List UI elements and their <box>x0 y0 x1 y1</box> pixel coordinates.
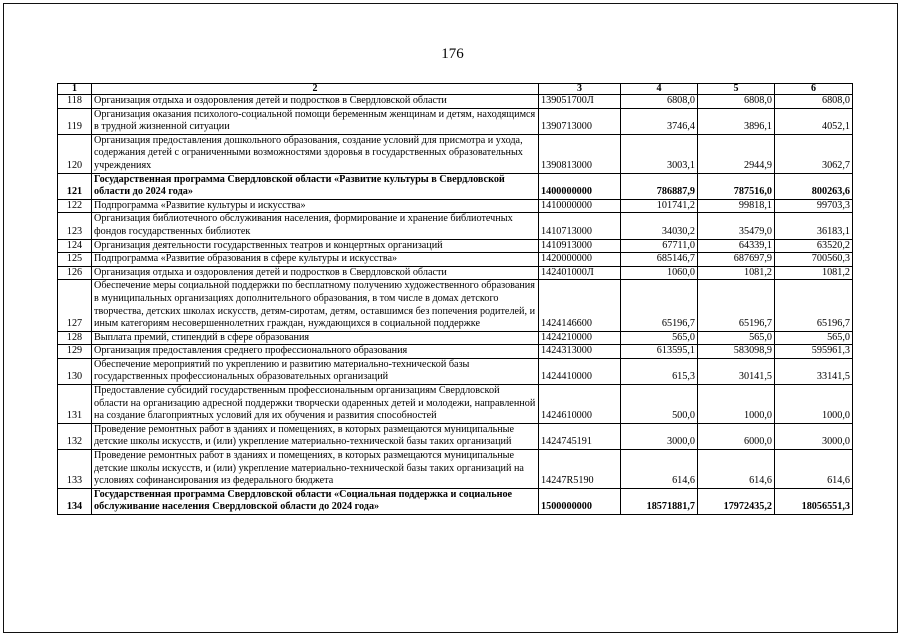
table-row <box>58 239 853 253</box>
row-code: 1424210000 <box>539 331 621 345</box>
table-row <box>58 253 853 267</box>
row-number: 133 <box>58 450 92 489</box>
row-code: 14247R5190 <box>539 450 621 489</box>
row-value-col5: 64339,1 <box>698 239 775 253</box>
row-code: 1500000000 <box>539 488 621 514</box>
row-name: Проведение ремонтных работ в зданиях и помещениях, в которых размещаются муниципальные детские школы искусств, и (или) укрепление материально-технической базы таких организаций на условиях софинансирования из федерального бюджета <box>92 450 539 489</box>
row-number: 132 <box>58 423 92 449</box>
row-value-col4: 786887,9 <box>621 173 698 199</box>
table-row <box>58 450 853 489</box>
table-row <box>58 423 853 449</box>
col-header-2: 2 <box>92 84 539 95</box>
row-number: 120 <box>58 134 92 173</box>
row-name: Подпрограмма «Развитие культуры и искусства» <box>92 199 539 213</box>
row-value-col5: 687697,9 <box>698 253 775 267</box>
row-code: 1420000000 <box>539 253 621 267</box>
row-number: 129 <box>58 345 92 359</box>
table-row <box>58 385 853 424</box>
col-header-3: 3 <box>539 84 621 95</box>
row-name: Организация предоставления дошкольного образования, создание условий для присмотра и ухода, содержания детей с ограниченными возможностями здоровья в государственных образовательных учреждениях <box>92 134 539 173</box>
row-value-col5: 787516,0 <box>698 173 775 199</box>
table-row <box>58 345 853 359</box>
row-number: 126 <box>58 266 92 280</box>
table-row <box>58 280 853 331</box>
row-value-col4: 1060,0 <box>621 266 698 280</box>
table-row <box>58 331 853 345</box>
row-name: Государственная программа Свердловской области «Социальная поддержка и социальное обслуживание населения Свердловской области до 2024 года» <box>92 488 539 514</box>
table-row <box>58 488 853 514</box>
row-value-col4: 67711,0 <box>621 239 698 253</box>
row-name: Обеспечение мероприятий по укреплению и развитию материально-технической базы государственных профессиональных образовательных организаций <box>92 358 539 384</box>
row-number: 124 <box>58 239 92 253</box>
row-value-col6: 18056551,3 <box>775 488 853 514</box>
row-name: Государственная программа Свердловской области «Развитие культуры в Свердловской области до 2024 года» <box>92 173 539 199</box>
row-value-col5: 99818,1 <box>698 199 775 213</box>
row-number: 125 <box>58 253 92 267</box>
row-name: Проведение ремонтных работ в зданиях и помещениях, в которых размещаются муниципальные детские школы искусств, и (или) укрепление материально-технической базы таких организаций <box>92 423 539 449</box>
row-number: 122 <box>58 199 92 213</box>
row-value-col6: 4052,1 <box>775 108 853 134</box>
row-code: 1400000000 <box>539 173 621 199</box>
row-value-col6: 1081,2 <box>775 266 853 280</box>
row-value-col5: 1000,0 <box>698 385 775 424</box>
row-value-col6: 36183,1 <box>775 213 853 239</box>
row-value-col5: 30141,5 <box>698 358 775 384</box>
row-value-col4: 65196,7 <box>621 280 698 331</box>
row-number: 130 <box>58 358 92 384</box>
col-header-6: 6 <box>775 84 853 95</box>
row-code: 1410000000 <box>539 199 621 213</box>
row-number: 131 <box>58 385 92 424</box>
row-name: Организация деятельности государственных театров и концертных организаций <box>92 239 539 253</box>
row-value-col5: 6808,0 <box>698 95 775 109</box>
row-value-col5: 2944,9 <box>698 134 775 173</box>
row-number: 134 <box>58 488 92 514</box>
row-name: Обеспечение меры социальной поддержки по бесплатному получению художественного образования в муниципальных организациях дополнительного образования, в том числе в домах детского творчества, детских школах искусств, детям-сиротам, детям, оставшимся без попечения родителей, и иным категориям несовершеннолетних граждан, нуждающихся в социальной поддержке <box>92 280 539 331</box>
table-body <box>58 95 853 515</box>
row-name: Подпрограмма «Развитие образования в сфере культуры и искусства» <box>92 253 539 267</box>
row-name: Организация отдыха и оздоровления детей и подростков в Свердловской области <box>92 95 539 109</box>
row-code: 1424410000 <box>539 358 621 384</box>
row-code: 1424146600 <box>539 280 621 331</box>
table-row <box>58 358 853 384</box>
row-value-col5: 1081,2 <box>698 266 775 280</box>
row-value-col4: 685146,7 <box>621 253 698 267</box>
row-name: Организация предоставления среднего профессионального образования <box>92 345 539 359</box>
row-value-col4: 613595,1 <box>621 345 698 359</box>
row-value-col4: 500,0 <box>621 385 698 424</box>
row-code: 1424313000 <box>539 345 621 359</box>
table-row <box>58 199 853 213</box>
row-number: 121 <box>58 173 92 199</box>
row-code: 1424745191 <box>539 423 621 449</box>
row-value-col6: 65196,7 <box>775 280 853 331</box>
row-value-col6: 3062,7 <box>775 134 853 173</box>
row-code: 1410713000 <box>539 213 621 239</box>
row-value-col4: 34030,2 <box>621 213 698 239</box>
row-value-col6: 800263,6 <box>775 173 853 199</box>
row-value-col6: 700560,3 <box>775 253 853 267</box>
budget-table <box>57 83 853 515</box>
row-value-col6: 99703,3 <box>775 199 853 213</box>
row-value-col5: 6000,0 <box>698 423 775 449</box>
row-value-col4: 614,6 <box>621 450 698 489</box>
table-row <box>58 108 853 134</box>
table-row <box>58 213 853 239</box>
table-row <box>58 95 853 109</box>
row-code: 1390713000 <box>539 108 621 134</box>
col-header-1: 1 <box>58 84 92 95</box>
row-value-col4: 6808,0 <box>621 95 698 109</box>
row-value-col5: 17972435,2 <box>698 488 775 514</box>
row-name: Организация библиотечного обслуживания населения, формирование и хранение библиотечных фондов государственных библиотек <box>92 213 539 239</box>
row-number: 118 <box>58 95 92 109</box>
row-code: 1410913000 <box>539 239 621 253</box>
row-name: Выплата премий, стипендий в сфере образования <box>92 331 539 345</box>
table-row <box>58 134 853 173</box>
row-value-col5: 614,6 <box>698 450 775 489</box>
row-value-col6: 595961,3 <box>775 345 853 359</box>
row-value-col4: 18571881,7 <box>621 488 698 514</box>
row-value-col6: 63520,2 <box>775 239 853 253</box>
row-value-col4: 615,3 <box>621 358 698 384</box>
col-header-4: 4 <box>621 84 698 95</box>
row-number: 119 <box>58 108 92 134</box>
row-code: 1390813000 <box>539 134 621 173</box>
row-code: 139051700Л <box>539 95 621 109</box>
row-number: 128 <box>58 331 92 345</box>
row-code: 142401000Л <box>539 266 621 280</box>
col-header-5: 5 <box>698 84 775 95</box>
row-name: Организация оказания психолого-социальной помощи беременным женщинам и детям, находящимся в трудной жизненной ситуации <box>92 108 539 134</box>
row-value-col5: 583098,9 <box>698 345 775 359</box>
row-name: Предоставление субсидий государственным профессиональным организациям Свердловской области на организацию адресной поддержки творчески одаренных детей и молодежи, направленной на создание благоприятных условий для их обучения и развития способностей <box>92 385 539 424</box>
row-value-col5: 565,0 <box>698 331 775 345</box>
row-value-col5: 65196,7 <box>698 280 775 331</box>
row-name: Организация отдыха и оздоровления детей и подростков в Свердловской области <box>92 266 539 280</box>
row-value-col6: 6808,0 <box>775 95 853 109</box>
row-code: 1424610000 <box>539 385 621 424</box>
row-number: 123 <box>58 213 92 239</box>
row-value-col5: 3896,1 <box>698 108 775 134</box>
row-value-col4: 3746,4 <box>621 108 698 134</box>
row-value-col4: 565,0 <box>621 331 698 345</box>
row-number: 127 <box>58 280 92 331</box>
row-value-col4: 3000,0 <box>621 423 698 449</box>
row-value-col6: 3000,0 <box>775 423 853 449</box>
row-value-col6: 33141,5 <box>775 358 853 384</box>
table-row <box>58 266 853 280</box>
row-value-col6: 565,0 <box>775 331 853 345</box>
row-value-col6: 614,6 <box>775 450 853 489</box>
row-value-col5: 35479,0 <box>698 213 775 239</box>
table-row <box>58 173 853 199</box>
row-value-col4: 101741,2 <box>621 199 698 213</box>
page-number: 176 <box>441 46 464 62</box>
row-value-col6: 1000,0 <box>775 385 853 424</box>
header-row <box>58 84 853 95</box>
row-value-col4: 3003,1 <box>621 134 698 173</box>
